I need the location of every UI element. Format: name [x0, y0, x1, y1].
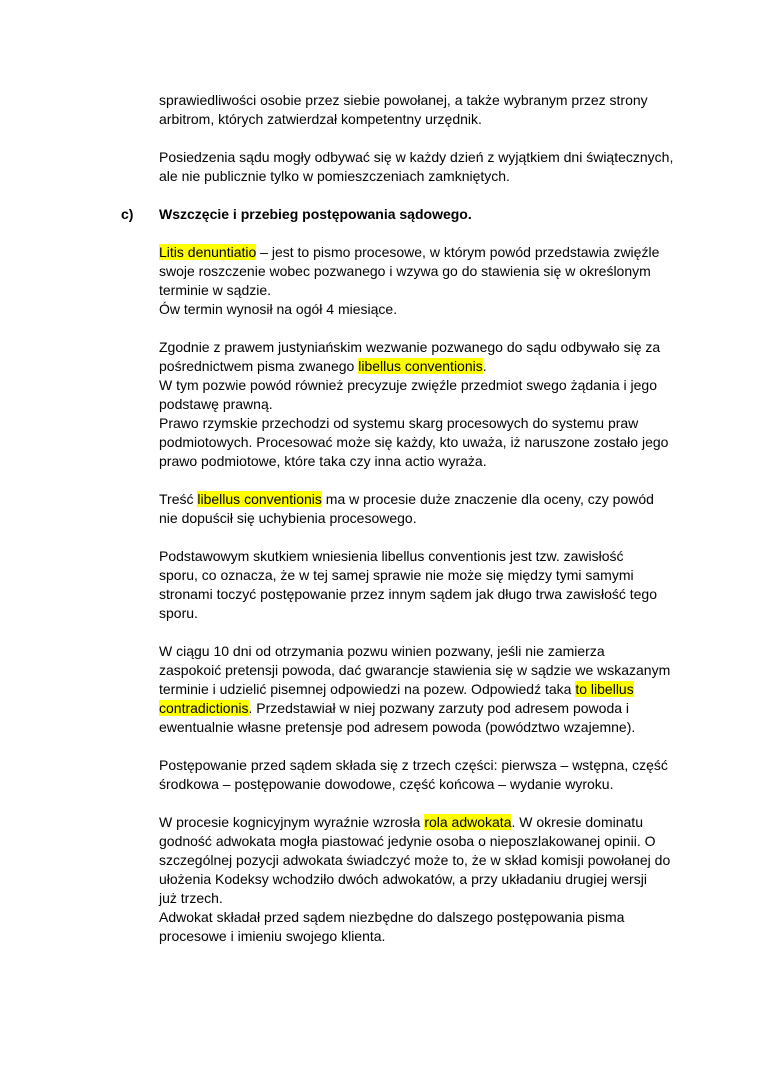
- text-fragment: ma w procesie duże znaczenie dla oceny, czy powód: [321, 491, 654, 507]
- section-heading-c: [121, 205, 690, 224]
- text-line: nie dopuścił się uchybienia procesowego.: [159, 510, 417, 526]
- highlighted-term: libellus conventionis: [358, 358, 483, 374]
- text-line: arbitrom, których zatwierdzał kompetentny urzędnik.: [159, 111, 482, 127]
- section-letter: c): [121, 206, 134, 222]
- text-line: [159, 357, 690, 376]
- text-line: zaspokoić pretensji powoda, dać gwarancje stawienia się w sądzie we wskazanym: [159, 662, 671, 678]
- highlighted-term: libellus conventionis: [197, 491, 322, 507]
- paragraph-6: [159, 547, 690, 623]
- text-fragment: . W okresie dominatu: [511, 814, 643, 830]
- text-line: W tym pozwie powód również precyzuje zwięźle przedmiot swego żądania i jego: [159, 377, 658, 393]
- text-fragment: pośrednictwem pisma zwanego: [159, 358, 359, 374]
- text-line: Zgodnie z prawem justyniańskim wezwanie pozwanego do sądu odbywało się za: [159, 339, 661, 355]
- paragraph-5: [159, 490, 690, 528]
- paragraph-3: [159, 243, 690, 319]
- text-line: [159, 680, 690, 699]
- text-line: sporu.: [159, 605, 198, 621]
- text-line: prawo podmiotowe, które taka czy inna actio wyraża.: [159, 453, 487, 469]
- text-line: terminie w sądzie.: [159, 282, 272, 298]
- paragraph-9: [159, 813, 690, 946]
- text-line: ale nie publicznie tylko w pomieszczeniach zamkniętych.: [159, 168, 510, 184]
- text-fragment: W procesie kognicyjnym wyraźnie wzrosła: [159, 814, 425, 830]
- paragraph-1: [159, 91, 690, 129]
- text-fragment: . Przedstawiał w niej pozwany zarzuty pod adresem powoda i: [248, 700, 630, 716]
- text-line: [159, 813, 690, 832]
- paragraph-2: [159, 148, 690, 186]
- paragraph-4: [159, 338, 690, 471]
- paragraph-7: [159, 642, 690, 737]
- text-line: ewentualnie własne pretensje pod adresem powoda (powództwo wzajemne).: [159, 719, 636, 735]
- section-title: Wszczęcie i przebieg postępowania sądowego.: [159, 206, 472, 222]
- text-line: [159, 243, 690, 262]
- text-line: procesowe i imieniu swojego klienta.: [159, 928, 386, 944]
- text-line: swoje roszczenie wobec pozwanego i wzywa go do stawienia się w określonym: [159, 263, 651, 279]
- text-line: Postępowanie przed sądem składa się z trzech części: pierwsza – wstępna, część: [159, 757, 668, 773]
- highlighted-term: to libellus: [575, 681, 634, 697]
- text-line: stronami toczyć postępowanie przez innym sądem jak długo trwa zawisłość tego: [159, 586, 658, 602]
- text-line: sporu, co oznacza, że w tej samej sprawie nie może się między tymi samymi: [159, 567, 634, 583]
- text-fragment: Treść: [159, 491, 198, 507]
- text-line: środkowa – postępowanie dowodowe, część końcowa – wydanie wyroku.: [159, 776, 614, 792]
- paragraph-8: [159, 756, 690, 794]
- text-fragment: .: [482, 358, 487, 374]
- text-line: Prawo rzymskie przechodzi od systemu skarg procesowych do systemu praw: [159, 415, 639, 431]
- text-line: Ów termin wynosił na ogół 4 miesiące.: [159, 301, 398, 317]
- text-line: podmiotowych. Procesować może się każdy, kto uważa, iż naruszone zostało jego: [159, 434, 669, 450]
- highlighted-term: Litis denuntiatio: [159, 244, 257, 260]
- text-line: szczególnej pozycji adwokata świadczyć może to, że w skład komisji powołanej do: [159, 852, 671, 868]
- text-line: podstawę prawną.: [159, 396, 273, 412]
- highlighted-term: contradictionis: [159, 700, 249, 716]
- text-line: Podstawowym skutkiem wniesienia libellus conventionis jest tzw. zawisłość: [159, 548, 624, 564]
- text-line: W ciągu 10 dni od otrzymania pozwu winien pozwany, jeśli nie zamierza: [159, 643, 605, 659]
- text-line: ułożenia Kodeksy wchodziło dwóch adwokatów, a przy układaniu drugiej wersji: [159, 871, 647, 887]
- text-line: [159, 490, 690, 509]
- text-line: sprawiedliwości osobie przez siebie powołanej, a także wybranym przez strony: [159, 92, 648, 108]
- text-fragment: terminie i udzielić pisemnej odpowiedzi na pozew. Odpowiedź taka: [159, 681, 576, 697]
- text-line: [159, 699, 690, 718]
- text-fragment: – jest to pismo procesowe, w którym powód przedstawia zwięźle: [256, 244, 660, 260]
- text-line: Adwokat składał przed sądem niezbędne do dalszego postępowania pisma: [159, 909, 625, 925]
- text-line: godność adwokata mogła piastować jedynie osoba o nieposzlakowanej opinii. O: [159, 833, 656, 849]
- text-line: już trzech.: [159, 890, 223, 906]
- highlighted-term: rola adwokata: [424, 814, 512, 830]
- text-line: Posiedzenia sądu mogły odbywać się w każdy dzień z wyjątkiem dni świątecznych,: [159, 149, 674, 165]
